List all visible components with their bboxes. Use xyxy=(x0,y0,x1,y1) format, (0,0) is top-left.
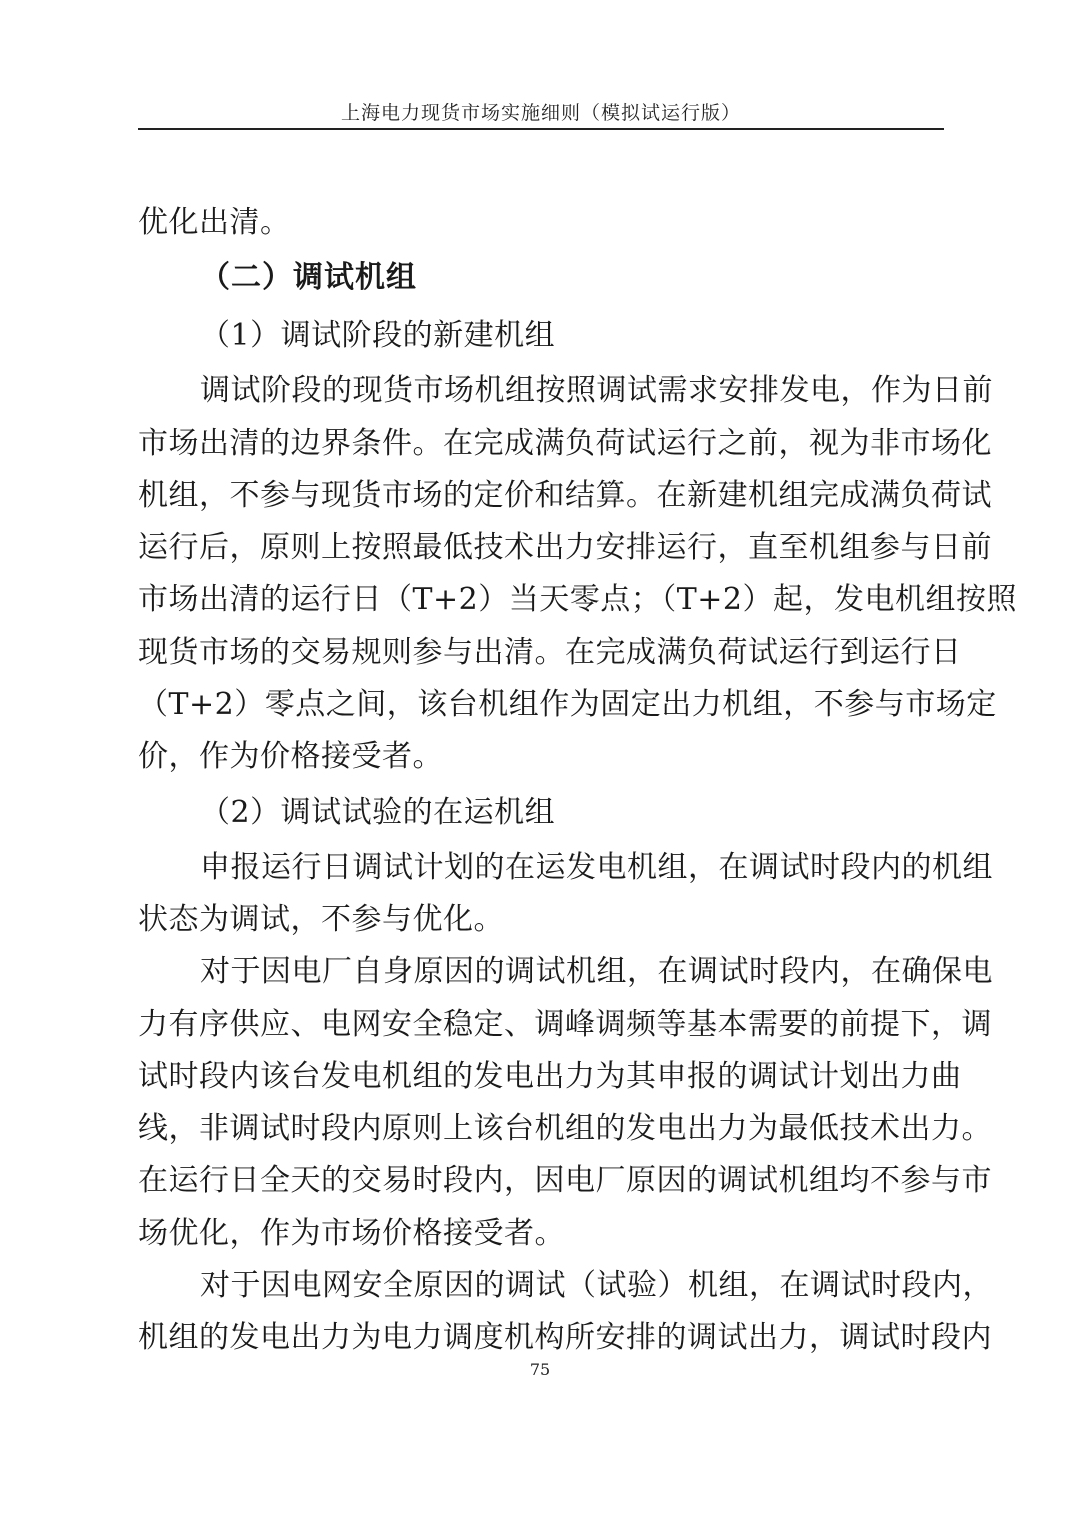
text-line: 场优化，作为市场价格接受者。 xyxy=(138,1215,565,1251)
text-line: 状态为调试，不参与优化。 xyxy=(138,901,504,937)
text-line: 机组，不参与现货市场的定价和结算。在新建机组完成满负荷试 xyxy=(138,477,992,513)
text-line: 运行后，原则上按照最低技术出力安排运行，直至机组参与日前 xyxy=(138,530,992,566)
text-line: 申报运行日调试计划的在运发电机组，在调试时段内的机组 xyxy=(200,849,993,885)
text-line: 市场出清的边界条件。在完成满负荷试运行之前，视为非市场化 xyxy=(138,425,992,461)
text-line: 市场出清的运行日（T+2）当天零点；（T+2）起，发电机组按照 xyxy=(138,582,1017,618)
text-line: 现货市场的交易规则参与出清。在完成满负荷试运行到运行日 xyxy=(138,634,962,670)
text-line: 机组的发电出力为电力调度机构所安排的调试出力，调试时段内 xyxy=(138,1320,992,1356)
subsection-heading: （1）调试阶段的新建机组 xyxy=(200,318,556,354)
text-line: 调试阶段的现货市场机组按照调试需求安排发电，作为日前 xyxy=(200,373,993,409)
page-body xyxy=(138,197,1017,1365)
text-line: 对于因电网安全原因的调试（试验）机组，在调试时段内， xyxy=(200,1268,993,1304)
subsection-heading: （2）调试试验的在运机组 xyxy=(200,794,556,830)
section-heading: （二）调试机组 xyxy=(200,260,417,296)
text-line: 试时段内该台发电机组的发电出力为其申报的调试计划出力曲 xyxy=(138,1058,962,1094)
text-line: 线，非调试时段内原则上该台机组的发电出力为最低技术出力。 xyxy=(138,1111,992,1147)
text-line: 价，作为价格接受者。 xyxy=(138,739,443,775)
header-rule xyxy=(138,128,944,130)
text-line: 在运行日全天的交易时段内，因电厂原因的调试机组均不参与市 xyxy=(138,1163,992,1199)
text-line: 对于因电厂自身原因的调试机组，在调试时段内，在确保电 xyxy=(200,954,993,990)
text-line: 力有序供应、电网安全稳定、调峰调频等基本需要的前提下，调 xyxy=(138,1006,992,1042)
running-header: 上海电力现货市场实施细则（模拟试运行版） xyxy=(340,102,741,124)
text-line: （T+2）零点之间，该台机组作为固定出力机组，不参与市场定 xyxy=(138,687,997,723)
text-line: 优化出清。 xyxy=(138,205,291,240)
page-number: 75 xyxy=(529,1360,551,1379)
